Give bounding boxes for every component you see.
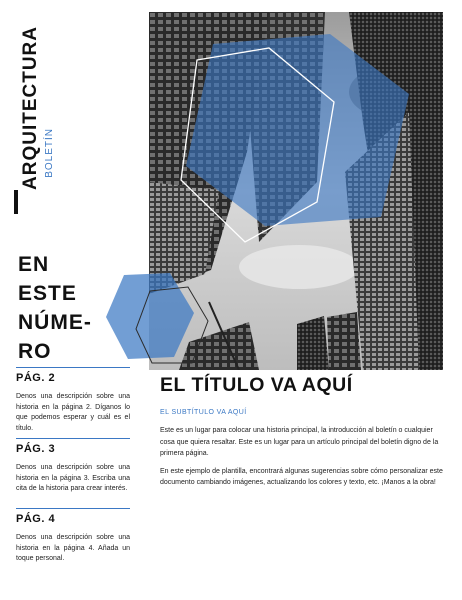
decorative-hexagon xyxy=(106,273,218,369)
toc-divider xyxy=(16,508,130,509)
toc-divider xyxy=(16,438,130,439)
newsletter-title: ARQUITECTURA xyxy=(20,26,41,190)
toc-item-page-4 xyxy=(16,508,130,565)
toc-heading-line: EN xyxy=(18,253,50,276)
toc-description: Denos una descripción sobre una historia en la página 2. Díganos lo que podemos esperar y cuál es el título. xyxy=(16,393,130,432)
toc-heading-line: ESTE xyxy=(18,282,77,305)
masthead xyxy=(14,26,60,214)
toc-page-label: PÁG. 4 xyxy=(16,513,56,525)
article-title: EL TÍTULO VA AQUÍ xyxy=(160,374,353,396)
toc-heading-line: NÚME- xyxy=(18,311,92,334)
toc-description: Denos una descripción sobre una historia en la página 4. Añada un toque personal. xyxy=(16,534,130,562)
toc-item-page-2 xyxy=(16,367,130,434)
article-subtitle: EL SUBTÍTULO VA AQUÍ xyxy=(160,409,247,416)
masthead-accent-bar xyxy=(14,190,18,214)
article-paragraph: En este ejemplo de plantilla, encontrará algunas sugerencias sobre cómo personalizar este documento cambiando imágenes, actualizando los colores y texto, etc. ¡Manos a la obra! xyxy=(160,467,443,486)
article-paragraph: Este es un lugar para colocar una historia principal, la introducción al boletín o cualquier cosa que quiera resaltar. Este es un lugar para un artículo principal del boletín digno de la primera página. xyxy=(160,427,439,457)
toc-page-label: PÁG. 3 xyxy=(16,443,56,455)
newsletter-subtitle: BOLETÍN xyxy=(44,128,55,178)
toc-heading-line: RO xyxy=(18,340,52,363)
toc-item-page-3 xyxy=(16,438,130,495)
toc-description: Denos una descripción sobre una historia en la página 3. Escriba una cita de la historia para crear interés. xyxy=(16,464,130,492)
article-body xyxy=(160,425,444,495)
toc-page-label: PÁG. 2 xyxy=(16,372,56,384)
